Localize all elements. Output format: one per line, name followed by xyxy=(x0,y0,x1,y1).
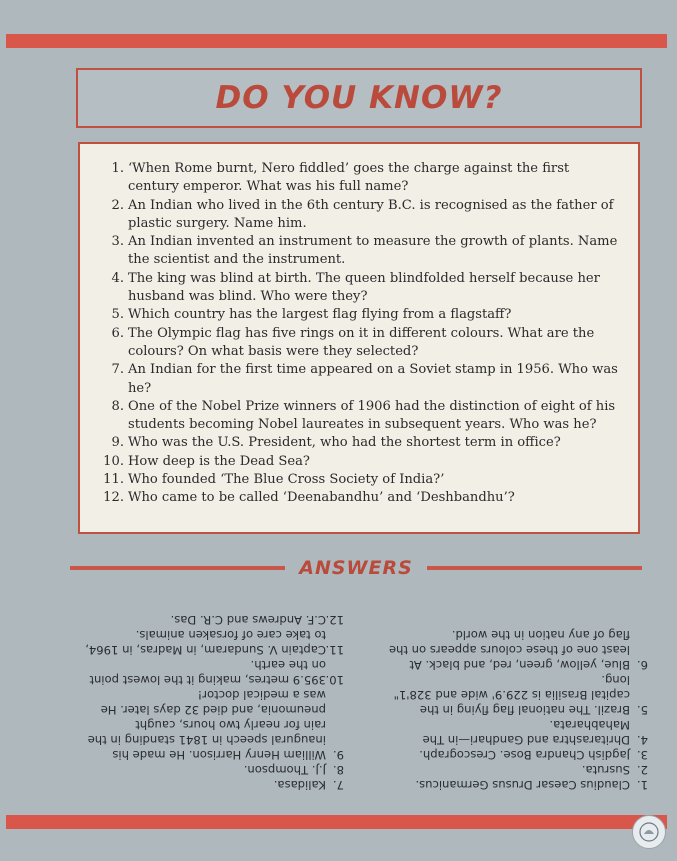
answer-text: Jagdish Chandra Bose. Crescograph. xyxy=(419,748,630,762)
answers-column-right xyxy=(80,588,344,792)
answer-number: 12. xyxy=(325,613,344,627)
answer-text: 395.9 metres, making it the lowest point on the earth. xyxy=(89,658,326,687)
question-text: The Olympic flag has five rings on it in different colours. What are the colours? On what basis were they selected? xyxy=(128,325,595,359)
answer-number: 7. xyxy=(332,778,344,792)
question-item xyxy=(98,270,620,307)
answer-item xyxy=(384,762,648,777)
answer-number: 11. xyxy=(325,643,344,657)
answer-text: Blue, yellow, green, red, and black. At least one of these colours appears on the flag of any nation in the world. xyxy=(388,628,630,672)
answer-text: J.J. Thompson. xyxy=(243,763,326,777)
question-item xyxy=(98,160,620,197)
question-text: One of the Nobel Prize winners of 1906 had the distinction of eight of his students becoming Nobel laureates in subsequent years. Who was he? xyxy=(128,398,616,433)
archive-stamp-icon xyxy=(632,815,666,849)
answer-number: 8. xyxy=(332,763,344,777)
question-item xyxy=(98,233,620,270)
question-item xyxy=(98,489,620,507)
answer-item xyxy=(384,627,648,672)
answer-item xyxy=(384,717,648,747)
page-title: DO YOU KNOW? xyxy=(215,80,503,116)
answer-text: Susruta. xyxy=(581,763,630,777)
question-item xyxy=(98,197,620,234)
bottom-red-stripe xyxy=(6,815,667,829)
answer-number: 6. xyxy=(636,658,648,672)
answer-text: Brazil. The national flag flying in the capital Brasilia is 229.9' wide and 328'1" long. xyxy=(393,673,630,717)
question-item xyxy=(98,434,620,452)
question-text: How deep is the Dead Sea? xyxy=(128,453,310,469)
question-text: An Indian for the first time appeared on a Soviet stamp in 1956. Who was he? xyxy=(128,362,618,396)
answer-number: 3. xyxy=(636,748,648,762)
question-item xyxy=(98,361,620,398)
question-number: 3. xyxy=(111,234,124,250)
answer-text: Kalidasa. xyxy=(273,778,326,792)
answers-heading-rule-left xyxy=(70,566,285,570)
title-banner xyxy=(76,68,642,128)
question-item xyxy=(98,398,620,435)
question-item xyxy=(98,306,620,324)
answer-item xyxy=(80,777,344,792)
question-number: 2. xyxy=(111,197,124,213)
answer-text: C.F. Andrews and C.R. Das. xyxy=(170,613,326,627)
questions-list xyxy=(98,160,620,508)
answer-number: 5. xyxy=(636,703,648,717)
answer-text: Captain V. Sundaram, in Madras, in 1964, to take care of forsaken animals. xyxy=(85,628,326,657)
question-number: 8. xyxy=(111,398,124,414)
answer-number: 10. xyxy=(325,673,344,687)
question-item xyxy=(98,453,620,471)
answer-number: 9. xyxy=(332,748,344,762)
question-text: The king was blind at birth. The queen blindfolded herself because her husband was blind. Who were they? xyxy=(128,270,600,305)
question-text: Who founded ‘The Blue Cross Society of India?’ xyxy=(128,472,445,488)
answer-text: Claudius Caesar Drusus Germanicus. xyxy=(415,778,630,792)
answer-item xyxy=(384,777,648,792)
question-item xyxy=(98,471,620,489)
answers-heading: ANSWERS xyxy=(299,557,413,579)
question-number: 11. xyxy=(103,472,124,488)
answer-text: William Henry Harrison. He made his inaugural speech in 1841 standing in the rain for nearly two hours, caught pneumonia, and died 32 days later. He was a medical doctor! xyxy=(87,688,326,762)
question-number: 5. xyxy=(111,307,124,323)
question-text: Who came to be called ‘Deenabandhu’ and ‘Deshbandhu’? xyxy=(128,490,515,506)
answer-item xyxy=(80,627,344,657)
question-number: 10. xyxy=(103,453,124,469)
answer-number: 2. xyxy=(636,763,648,777)
question-text: ‘When Rome burnt, Nero fiddled’ goes the charge against the first century emperor. What was his full name? xyxy=(128,161,570,195)
answers-heading-bar xyxy=(70,555,642,581)
question-number: 4. xyxy=(111,270,124,286)
answers-column-left xyxy=(384,588,648,792)
question-number: 1. xyxy=(111,161,124,176)
question-text: An Indian who lived in the 6th century B.C. is recognised as the father of plastic surgery. Name him. xyxy=(128,197,614,231)
top-red-stripe xyxy=(6,34,667,48)
question-number: 7. xyxy=(111,362,124,378)
question-number: 6. xyxy=(111,325,124,341)
question-number: 9. xyxy=(111,435,124,451)
answer-item xyxy=(384,747,648,762)
question-text: An Indian invented an instrument to measure the growth of plants. Name the scientist and the instrument. xyxy=(128,234,618,268)
question-text: Who was the U.S. President, who had the shortest term in office? xyxy=(128,435,561,451)
question-number: 12. xyxy=(103,490,124,506)
question-text: Which country has the largest flag flying from a flagstaff? xyxy=(128,307,512,323)
answer-text: Dhritarashtra and Gandhari—in The Mahabharata. xyxy=(422,718,630,747)
answer-item xyxy=(80,687,344,762)
answer-item xyxy=(80,657,344,687)
answer-number: 4. xyxy=(636,733,648,747)
questions-box xyxy=(78,142,640,534)
answer-number: 1. xyxy=(636,778,648,792)
answer-item xyxy=(80,612,344,627)
question-item xyxy=(98,325,620,362)
answers-heading-rule-right xyxy=(427,566,642,570)
answers-upside-down xyxy=(74,588,654,808)
answer-item xyxy=(80,762,344,777)
answer-item xyxy=(384,672,648,717)
